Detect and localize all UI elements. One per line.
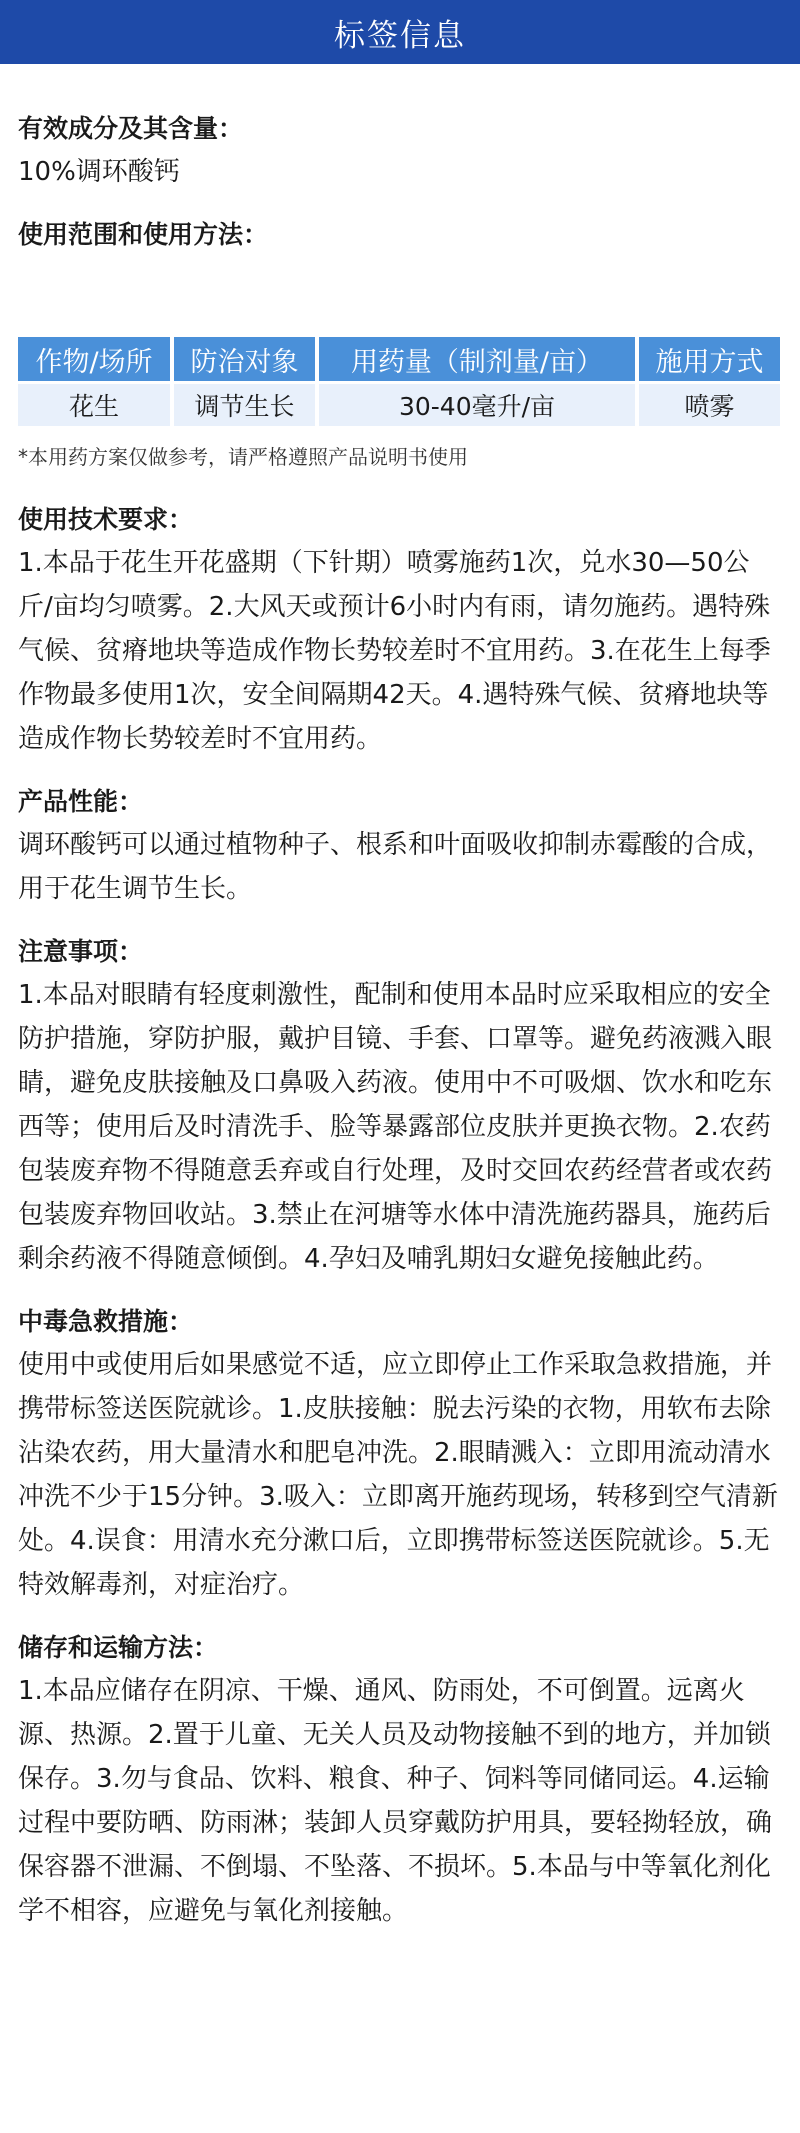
col-header-crop: 作物/场所	[18, 337, 170, 381]
dosage-table-header-row	[18, 337, 780, 381]
ingredients-heading: 有效成分及其含量：	[18, 114, 244, 143]
storage-section	[18, 1627, 780, 1933]
technical-heading: 使用技术要求：	[18, 505, 194, 534]
cell-crop: 花生	[18, 384, 170, 426]
ingredients-value: 10%调环酸钙	[18, 157, 180, 187]
col-header-dosage: 用药量（制剂量/亩）	[319, 337, 635, 381]
page-title: 标签信息	[334, 17, 466, 54]
storage-heading: 储存和运输方法：	[18, 1633, 219, 1662]
performance-text: 调环酸钙可以通过植物种子、根系和叶面吸收抑制赤霉酸的合成，用于花生调节生长。	[18, 830, 773, 904]
usage-heading: 使用范围和使用方法：	[18, 220, 269, 249]
firstaid-text: 使用中或使用后如果感觉不适，应立即停止工作采取急救措施，并携带标签送医院就诊。1.皮肤接触：脱去污染的衣物，用软布去除沾染农药，用大量清水和肥皂冲洗。2.眼睛溅入：立即用流动清水冲洗不少于15分钟。3.吸入：立即离开施药现场，转移到空气清新处。4.误食：用清水充分漱口后，立即携带标签送医院就诊。5.无特效解毒剂，对症治疗。	[18, 1350, 778, 1600]
firstaid-heading: 中毒急救措施：	[18, 1307, 194, 1336]
usage-section	[18, 214, 780, 473]
cell-method: 喷雾	[639, 384, 780, 426]
ingredients-section	[18, 108, 780, 194]
label-content	[0, 64, 800, 1933]
performance-heading: 产品性能：	[18, 787, 144, 816]
col-header-target: 防治对象	[174, 337, 315, 381]
precautions-section	[18, 931, 780, 1281]
cell-dosage: 30-40毫升/亩	[319, 384, 635, 426]
performance-section	[18, 781, 780, 911]
storage-text: 1.本品应储存在阴凉、干燥、通风、防雨处，不可倒置。远离火源、热源。2.置于儿童、无关人员及动物接触不到的地方，并加锁保存。3.勿与食品、饮料、粮食、种子、饲料等同储同运。4.运输过程中要防晒、防雨淋；装卸人员穿戴防护用具，要轻拗轻放，确保容器不泄漏、不倒塌、不坠落、不损坏。5.本品与中等氧化剂化学不相容，应避免与氧化剂接触。	[18, 1676, 773, 1926]
precautions-text: 1.本品对眼睛有轻度刺激性，配制和使用本品时应采取相应的安全防护措施，穿防护服，戴护目镜、手套、口罩等。避免药液溅入眼睛，避免皮肤接触及口鼻吸入药液。使用中不可吸烟、饮水和吃东西等；使用后及时清洗手、脸等暴露部位皮肤并更换衣物。2.农药包装废弃物不得随意丢弃或自行处理，及时交回农药经营者或农药包装废弃物回收站。3.禁止在河塘等水体中清洗施药器具，施药后剩余药液不得随意倾倒。4.孕妇及哺乳期妇女避免接触此药。	[18, 980, 773, 1274]
col-header-method: 施用方式	[639, 337, 780, 381]
firstaid-section	[18, 1301, 780, 1607]
dosage-table	[14, 334, 784, 429]
precautions-heading: 注意事项：	[18, 937, 144, 966]
dosage-table-wrap	[18, 334, 780, 429]
page-header	[0, 0, 800, 64]
technical-section	[18, 499, 780, 761]
cell-target: 调节生长	[174, 384, 315, 426]
usage-note: *本用药方案仅做参考，请严格遵照产品说明书使用	[18, 445, 468, 469]
table-row	[18, 384, 780, 426]
technical-text: 1.本品于花生开花盛期（下针期）喷雾施药1次，兑水30—50公斤/亩均匀喷雾。2.大风天或预计6小时内有雨，请勿施药。遇特殊气候、贫瘠地块等造成作物长势较差时不宜用药。3.在花生上每季作物最多使用1次，安全间隔期42天。4.遇特殊气候、贫瘠地块等造成作物长势较差时不宜用药。	[18, 548, 771, 754]
